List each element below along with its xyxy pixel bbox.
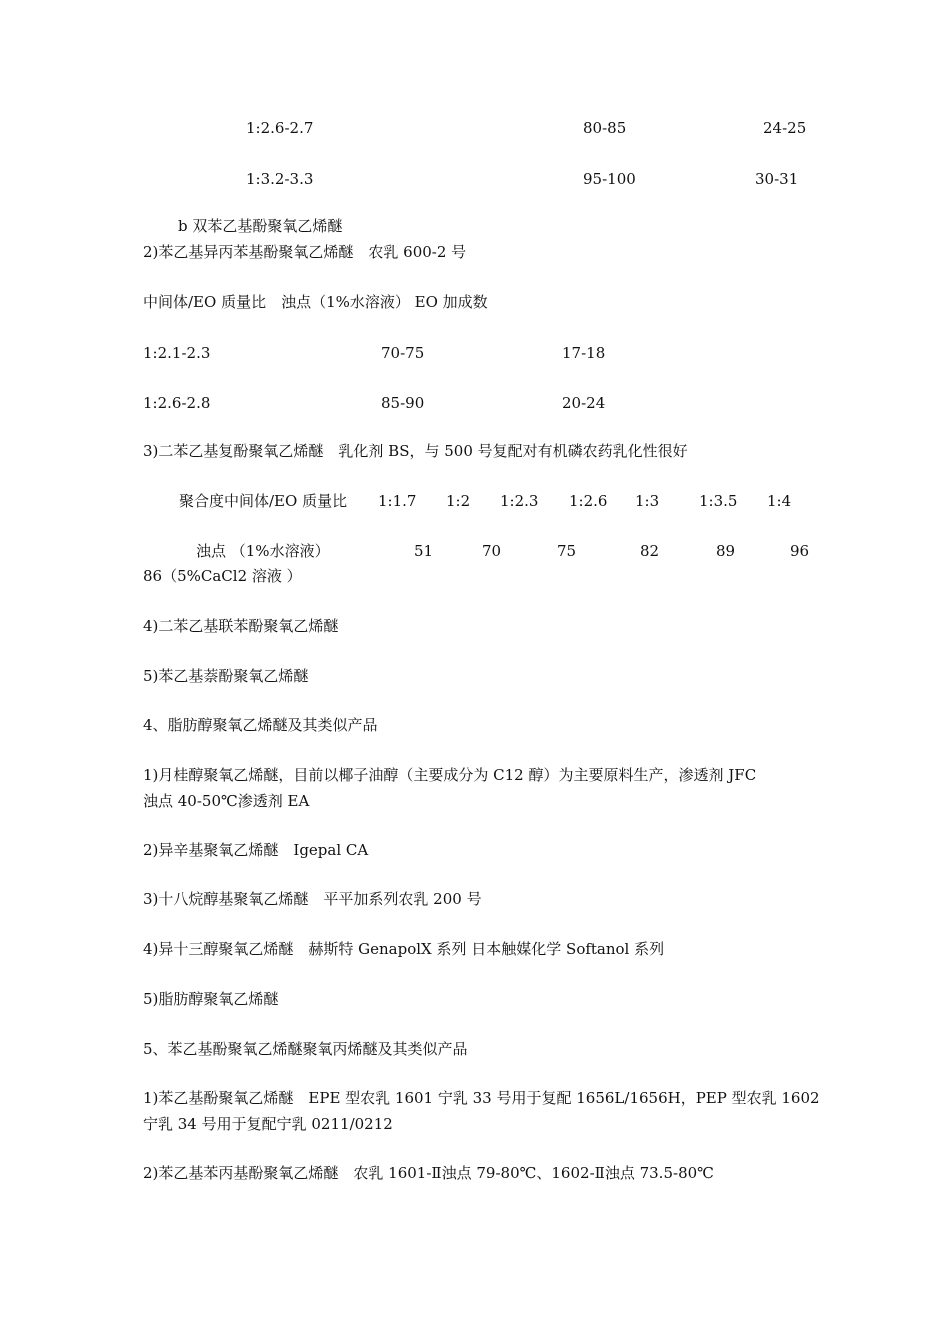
s4-item1-line1: 1)月桂醇聚氧乙烯醚，目前以椰子油醇（主要成分为 C12 醇）为主要原料生产，渗透剂 JFC bbox=[143, 766, 757, 784]
s4-item1-line2: 浊点 40-50℃渗透剂 EA bbox=[143, 792, 310, 810]
item5: 5)苯乙基萘酚聚氧乙烯醚 bbox=[143, 667, 309, 685]
table3-cacl2-line: 86（5%CaCl2 溶液 ） bbox=[143, 567, 302, 585]
table3-ratio-value: 1:1.7 bbox=[378, 492, 417, 510]
table3-ratio-value: 1:4 bbox=[767, 492, 792, 510]
table1-row2-eo: 30-31 bbox=[755, 170, 799, 188]
table3-cloud-value: 51 bbox=[414, 542, 434, 560]
table3-ratio-value: 1:2.3 bbox=[500, 492, 539, 510]
table3-ratio-value: 1:2.6 bbox=[569, 492, 608, 510]
table3-ratio-label: 聚合度中间体/EO 质量比 bbox=[179, 492, 348, 510]
table1-row1-ratio: 1:2.6-2.7 bbox=[246, 119, 314, 137]
table3-ratio-value: 1:3 bbox=[635, 492, 660, 510]
table2-row2-cloud-point: 85-90 bbox=[381, 394, 425, 412]
table2-row2-ratio: 1:2.6-2.8 bbox=[143, 394, 211, 412]
table2-header: 中间体/EO 质量比 浊点（1%水溶液） EO 加成数 bbox=[143, 293, 488, 311]
s4-item3: 3)十八烷醇基聚氧乙烯醚 平平加系列农乳 200 号 bbox=[143, 890, 482, 908]
table3-cloud-label: 浊点 （1%水溶液） bbox=[196, 542, 330, 560]
table2-row1-ratio: 1:2.1-2.3 bbox=[143, 344, 211, 362]
table2-row1-cloud-point: 70-75 bbox=[381, 344, 425, 362]
section5-title: 5、苯乙基酚聚氧乙烯醚聚氧丙烯醚及其类似产品 bbox=[143, 1040, 468, 1058]
table3-cloud-value: 75 bbox=[557, 542, 577, 560]
s4-item2: 2)异辛基聚氧乙烯醚 Igepal CA bbox=[143, 841, 369, 859]
table2-row2-eo: 20-24 bbox=[562, 394, 606, 412]
item3-heading: 3)二苯乙基复酚聚氧乙烯醚 乳化剂 BS，与 500 号复配对有机磷农药乳化性很好 bbox=[143, 442, 688, 460]
table3-cloud-value: 89 bbox=[716, 542, 736, 560]
table3-ratio-value: 1:3.5 bbox=[699, 492, 738, 510]
table1-row1-eo: 24-25 bbox=[763, 119, 807, 137]
b-heading: b 双苯乙基酚聚氧乙烯醚 bbox=[178, 217, 343, 235]
s4-item5: 5)脂肪醇聚氧乙烯醚 bbox=[143, 990, 279, 1008]
item4: 4)二苯乙基联苯酚聚氧乙烯醚 bbox=[143, 617, 339, 635]
table1-row2-cloud-point: 95-100 bbox=[583, 170, 636, 188]
s5-item1-line2: 宁乳 34 号用于复配宁乳 0211/0212 bbox=[143, 1115, 393, 1133]
s5-item1-line1: 1)苯乙基酚聚氧乙烯醚 EPE 型农乳 1601 宁乳 33 号用于复配 1656L/1656H，PEP 型农乳 1602 bbox=[143, 1089, 820, 1107]
s4-item4: 4)异十三醇聚氧乙烯醚 赫斯特 GenapolX 系列 日本触媒化学 Softanol 系列 bbox=[143, 940, 665, 958]
section4-title: 4、脂肪醇聚氧乙烯醚及其类似产品 bbox=[143, 716, 378, 734]
table1-row2-ratio: 1:3.2-3.3 bbox=[246, 170, 314, 188]
table1-row1-cloud-point: 80-85 bbox=[583, 119, 627, 137]
table3-cloud-value: 82 bbox=[640, 542, 660, 560]
table3-ratio-value: 1:2 bbox=[446, 492, 471, 510]
item2-heading: 2)苯乙基异丙苯基酚聚氧乙烯醚 农乳 600-2 号 bbox=[143, 243, 467, 261]
table3-cloud-value: 96 bbox=[790, 542, 810, 560]
table3-cloud-value: 70 bbox=[482, 542, 502, 560]
s5-item2: 2)苯乙基苯丙基酚聚氧乙烯醚 农乳 1601-Ⅱ浊点 79-80℃、1602-Ⅱ浊点 73.5-80℃ bbox=[143, 1164, 714, 1182]
table2-row1-eo: 17-18 bbox=[562, 344, 606, 362]
